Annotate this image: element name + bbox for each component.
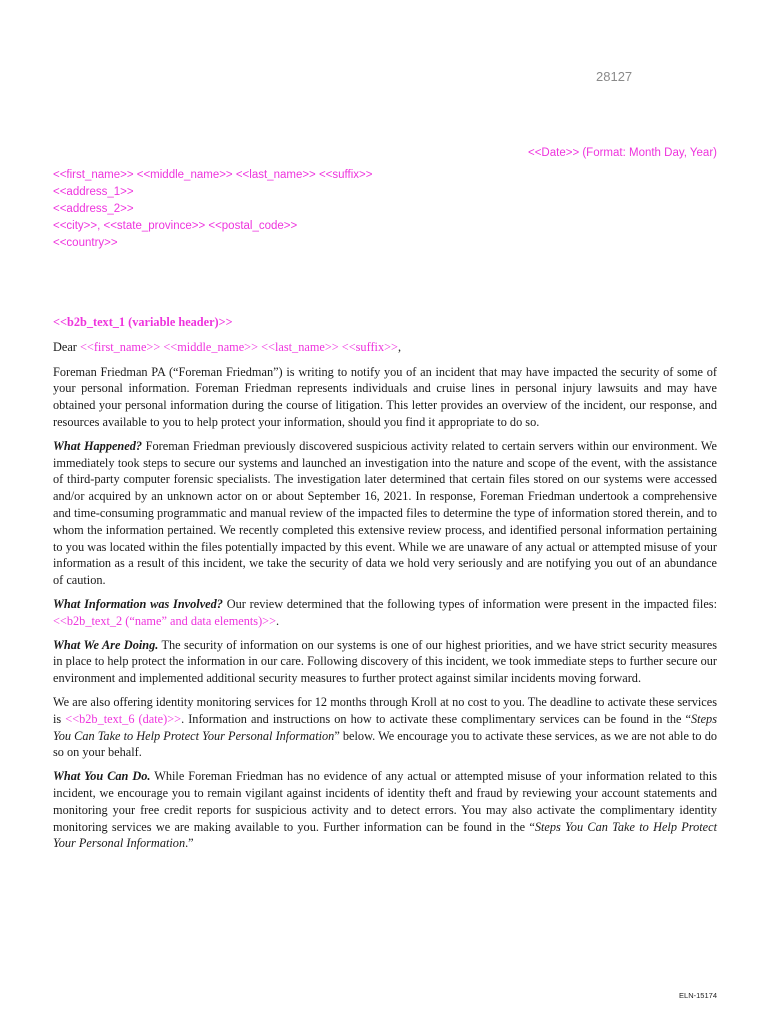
address-line-name: <<first_name>> <<middle_name>> <<last_name>> <<suffix>>	[53, 169, 373, 181]
data-elements-placeholder: <<b2b_text_2 (“name” and data elements)>>	[53, 613, 277, 628]
date-placeholder: <<Date>> (Format: Month Day, Year)	[528, 147, 717, 159]
salutation-name: <<first_name>> <<middle_name>> <<last_name>> <<suffix>>	[79, 339, 398, 354]
what-happened-heading: What Happened?	[53, 438, 143, 453]
what-info-paragraph: What Information was Involved? Our review determined that the following types of information were present in the impacted files: <<b2b_text_2 (“name” and data elements)>>.	[53, 596, 717, 628]
what-doing-paragraph: What We Are Doing. The security of information on our systems is one of our highest priorities, and we have strict security measures in place to help protect the information in our care. Following discovery of this incident, we took immediate steps to further secure our environment and implemented additional security measures to further protect against similar incidents moving forward.	[53, 637, 717, 686]
deadline-placeholder: <<b2b_text_6 (date)>>	[65, 711, 182, 726]
monitoring-paragraph: We are also offering identity monitoring services for 12 months through Kroll at no cost to you. The deadline to activate these services is <<b2b_text_6 (date)>>. Information and instructions on how to activate these complimentary services can be found in the “Steps You Can Take to Help Protect Your Personal Information” below. We encourage you to activate these services, as we are not able to do so on your behalf.	[53, 694, 717, 760]
steps-title: Steps You Can Take to Help Protect Your Personal Information	[53, 819, 717, 851]
address-line-country: <<country>>	[53, 237, 118, 249]
recipient-address	[53, 167, 372, 252]
what-happened-paragraph: What Happened? Foreman Friedman previously discovered suspicious activity related to certain servers within our environment. We immediately took steps to secure our systems and launched an investigation into the nature and scope of the event, with the assistance of third-party computer forensic specialists. The investigation later determined that certain files stored on our systems were accessed and/or acquired by an unknown actor on or about September 16, 2021. In response, Foreman Friedman undertook a comprehensive and time-consuming programmatic and manual review of the impacted files to determine the type of information stored therein, and to whom the information pertained. We recently completed this extensive review process, and identified personal information pertaining to you was located within the files potentially impacted by this event. While we are unaware of any actual or attempted misuse of your information as a result of this incident, we take the security of data we hold very seriously and are notifying you out of an abundance of caution.	[53, 438, 717, 588]
what-info-heading: What Information was Involved?	[53, 596, 223, 611]
salutation: Dear <<first_name>> <<middle_name>> <<last_name>> <<suffix>>,	[53, 339, 402, 354]
steps-title: Steps You Can Take to Help Protect Your Personal Information	[53, 711, 717, 743]
address-line-city: <<city>>, <<state_province>> <<postal_code>>	[53, 220, 298, 232]
reference-number: 28127	[596, 69, 633, 84]
letter-body	[53, 314, 717, 859]
variable-header: <<b2b_text_1 (variable header)>>	[53, 315, 233, 329]
what-you-paragraph: What You Can Do. While Foreman Friedman has no evidence of any actual or attempted misuse of your information related to this incident, we encourage you to remain vigilant against incidents of identity theft and fraud by reviewing your account statements and monitoring your free credit reports for suspicious activity and to detect errors. You may also activate the complimentary identity monitoring services we are making available to you. Further information can be found in the “Steps You Can Take to Help Protect Your Personal Information.”	[53, 769, 717, 851]
intro-paragraph: Foreman Friedman PA (“Foreman Friedman”) is writing to notify you of an incident that may have impacted the security of some of your personal information. Foreman Friedman represents individuals and cruise lines in personal injury lawsuits and may have obtained your personal information during the course of litigation. This letter provides an overview of the incident, our response, and resources available to you to help protect your information, should you find it appropriate to do so.	[53, 364, 717, 429]
what-you-heading: What You Can Do.	[53, 769, 151, 784]
what-doing-heading: What We Are Doing.	[53, 637, 159, 652]
address-line-2: <<address_2>>	[53, 203, 134, 215]
address-line-1: <<address_1>>	[53, 186, 134, 198]
footer-code: ELN-15174	[679, 991, 717, 1000]
